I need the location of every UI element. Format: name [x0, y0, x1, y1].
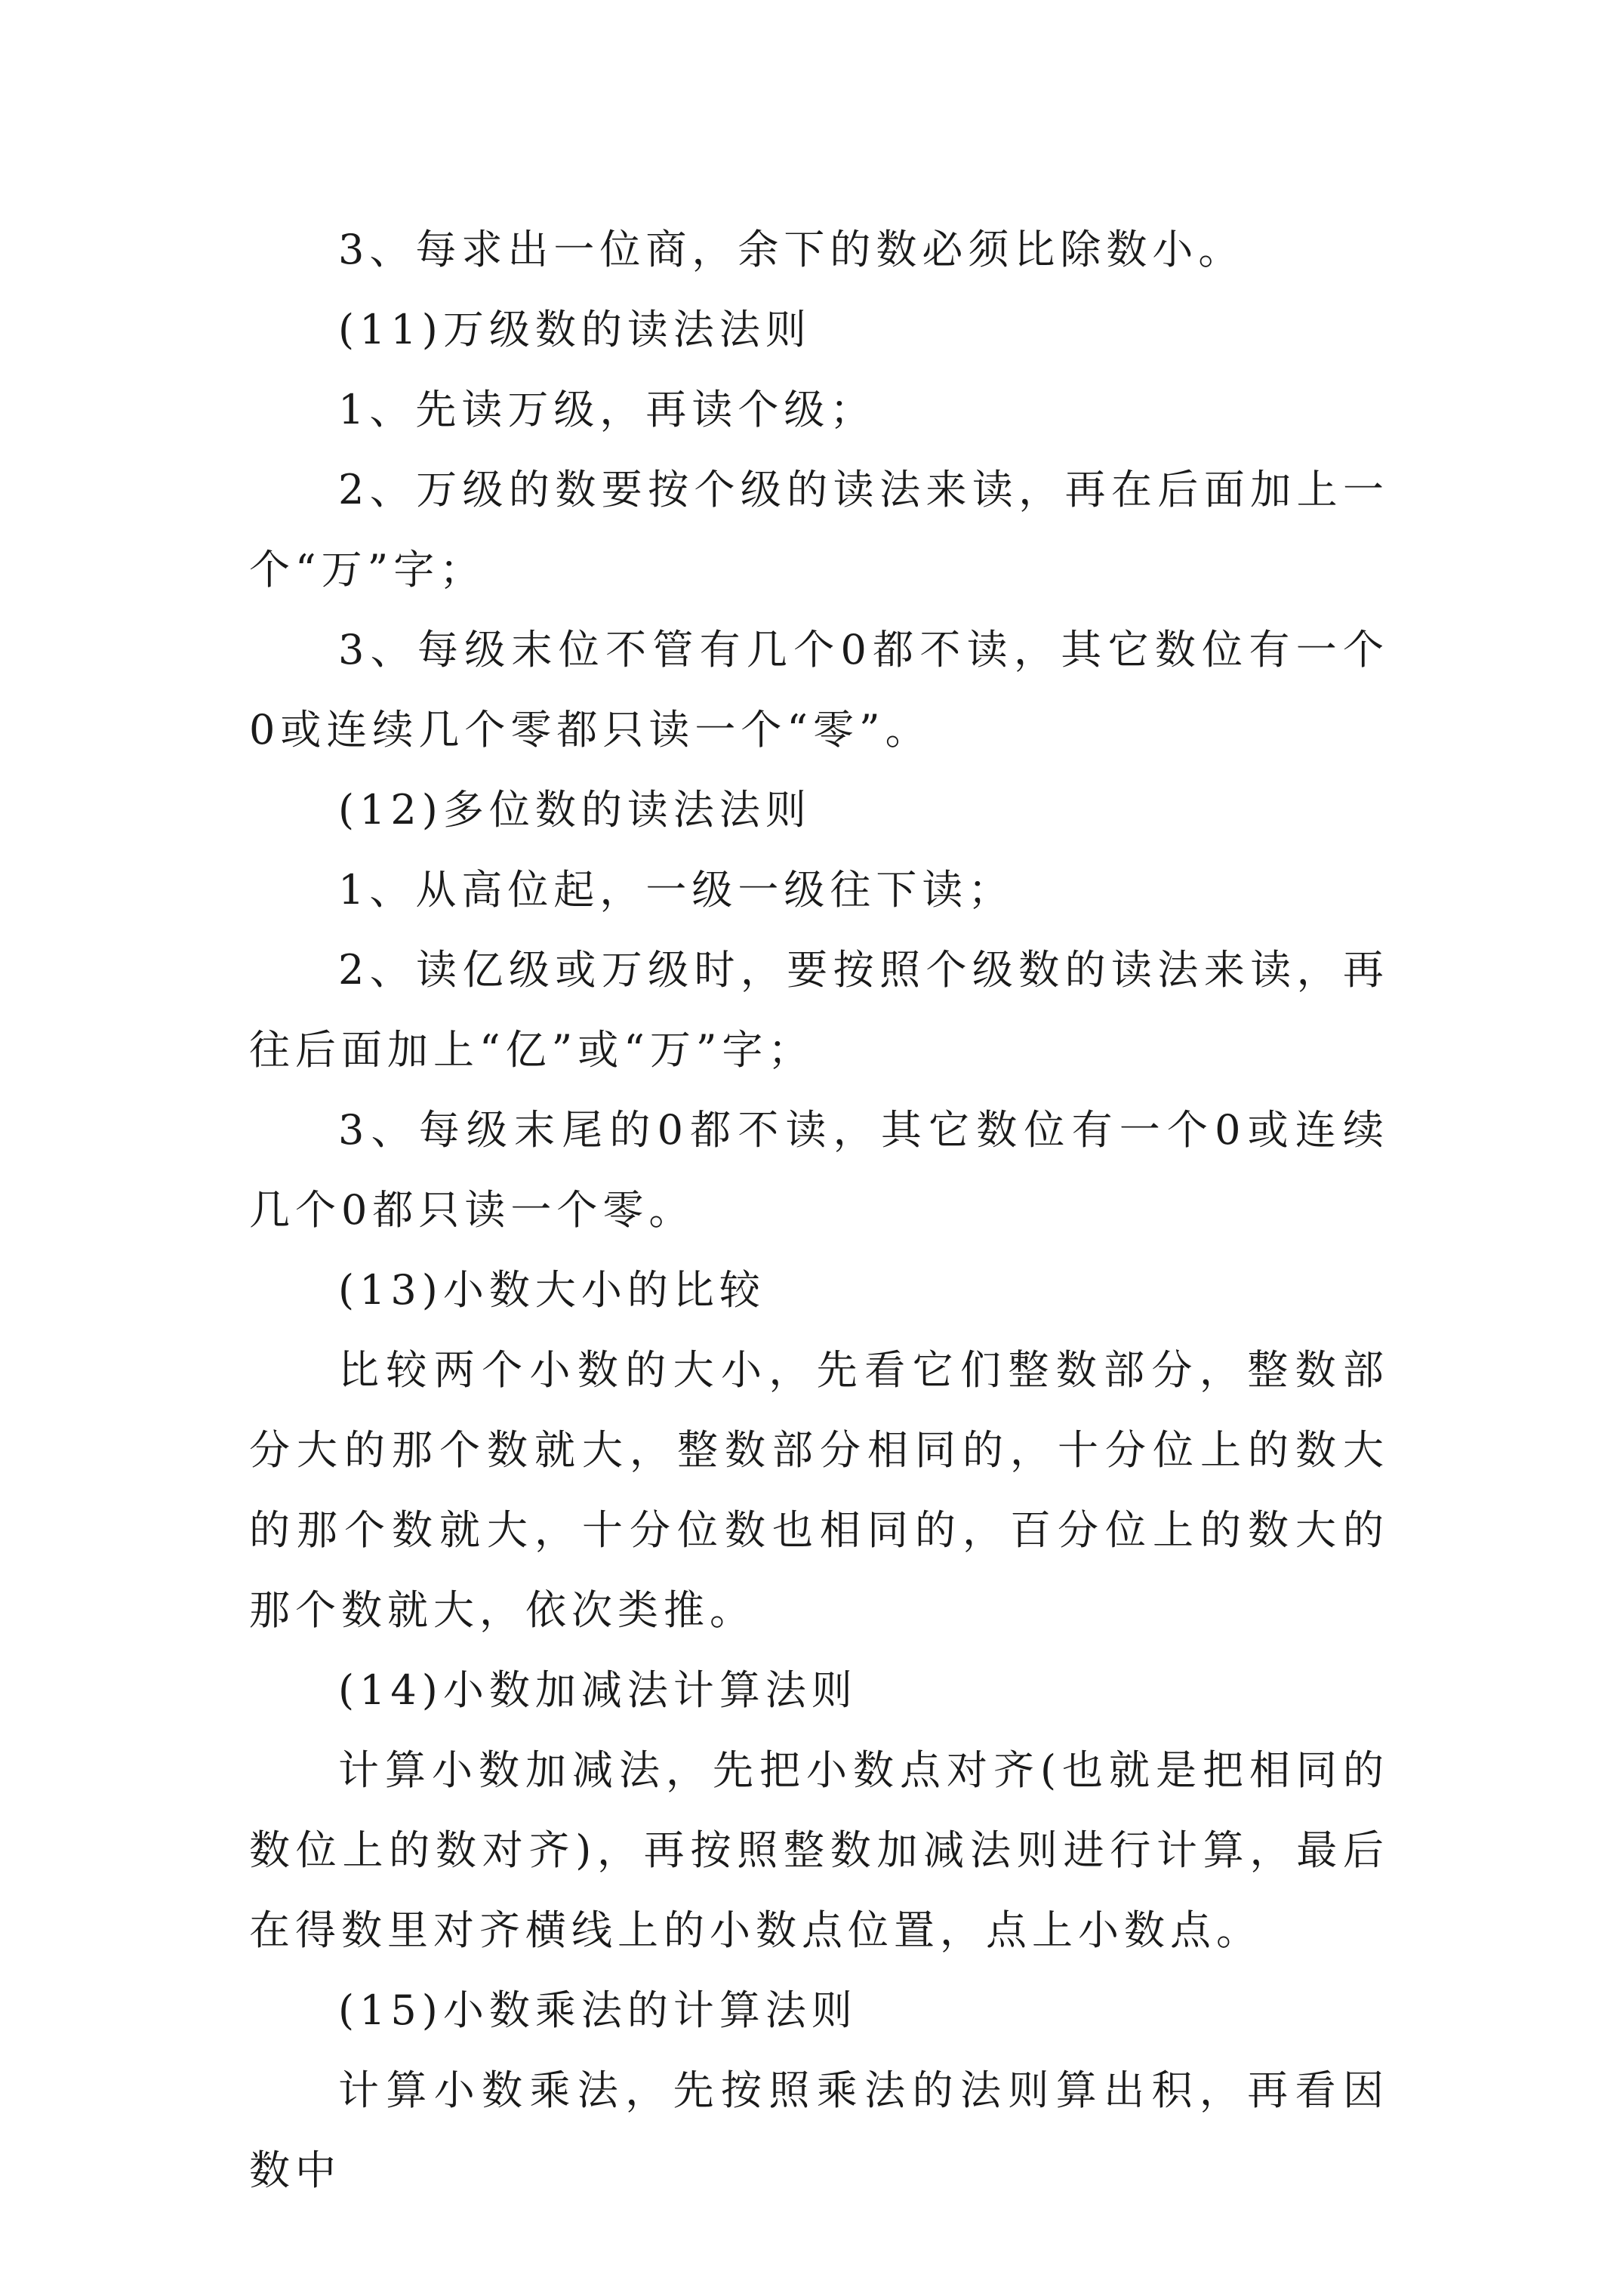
paragraph-decimal-multiplication: 计算小数乘法，先按照乘法的法则算出积，再看因数中: [249, 2066, 1389, 2194]
paragraph-multi-digit-rule-2: 2、读亿级或万级时，要按照个级数的读法来读，再往后面加上“亿”或“万”字；: [249, 946, 1389, 1074]
paragraph-wan-rule-2: 2、万级的数要按个级的读法来读，再在后面加上一个“万”字；: [249, 466, 1389, 593]
paragraph-multi-digit-rule-3: 3、每级末尾的0都不读，其它数位有一个0或连续几个0都只读一个零。: [249, 1106, 1389, 1234]
paragraph-decimal-comparison: 比较两个小数的大小，先看它们整数部分，整数部分大的那个数就大，整数部分相同的，十分位上的数大的那个数就大，十分位数也相同的，百分位上的数大的那个数就大，依次类推。: [249, 1346, 1389, 1634]
document-body: [249, 210, 1389, 2211]
paragraph-multi-digit-rule-1: 1、从高位起，一级一级往下读；: [338, 866, 1015, 914]
paragraph-remainder-rule: 3、每求出一位商，余下的数必须比除数小。: [338, 226, 1245, 273]
paragraph-wan-rule-1: 1、先读万级，再读个级；: [338, 386, 876, 433]
paragraph-wan-rule-3: 3、每级末位不管有几个0都不读，其它数位有一个0或连续几个零都只读一个“零”。: [249, 626, 1389, 754]
heading-decimal-comparison: (13)小数大小的比较: [338, 1266, 765, 1314]
heading-multi-digit-reading: (12)多位数的读法法则: [338, 786, 812, 834]
heading-wan-level-reading: (11)万级数的读法法则: [338, 306, 812, 353]
paragraph-decimal-add-subtract: 计算小数加减法，先把小数点对齐(也就是把相同的数位上的数对齐)，再按照整数加减法则进行计算，最后在得数里对齐横线上的小数点位置，点上小数点。: [249, 1746, 1389, 1954]
heading-decimal-add-subtract: (14)小数加减法计算法则: [338, 1666, 858, 1714]
heading-decimal-multiplication: (15)小数乘法的计算法则: [338, 1986, 858, 2034]
